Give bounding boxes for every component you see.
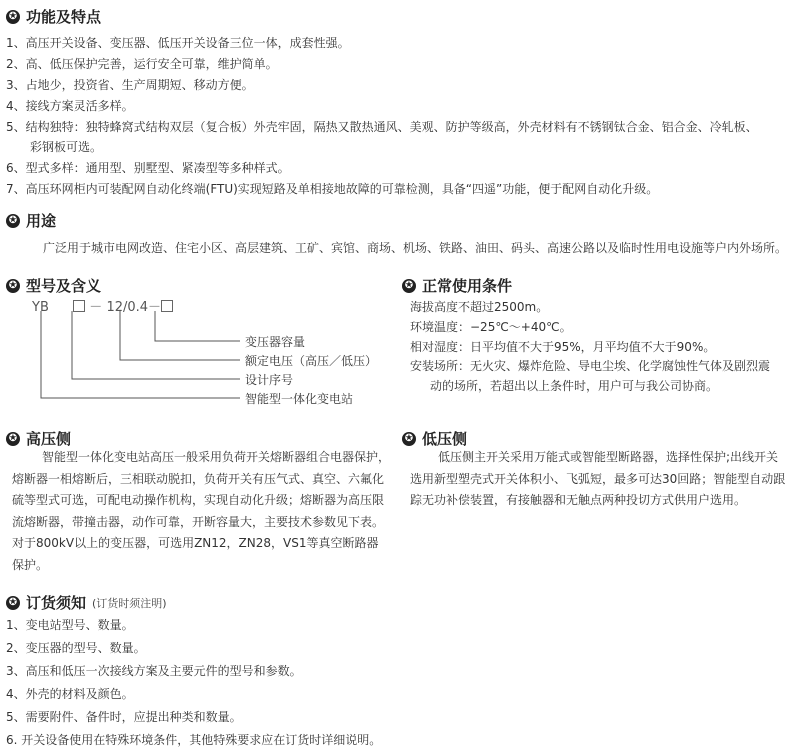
ordering-item-5: 5、需要附件、备件时，应提出种类和数量。 [6,710,242,724]
star-bullet-icon: ✪ [6,596,20,610]
ordering-item-6: 6. 开关设备使用在特殊环境条件，其他特殊要求应在订货时详细说明。 [6,733,382,747]
model-heading-text: 型号及含义 [26,277,102,295]
features-heading-text: 功能及特点 [26,8,102,26]
features-item-3: 3、占地少，投资省、生产周期短、移动方便。 [6,78,254,92]
hv-heading [6,428,71,449]
ordering-item-1: 1、变电站型号、数量。 [6,618,134,632]
usage-text: 广泛用于城市电网改造、住宅小区、高层建筑、工矿、宾馆、商场、机场、铁路、油田、码头、高速公路以及临时性用电设施等户内外场所。 [43,241,788,255]
lv-text: 低压侧主开关采用万能式或智能型断路器，选择性保护;出线开关选用新型塑壳式开关体积小、飞弧短，最多可达30回路；智能型自动跟踪无功补偿装置，有接触器和无触点两种投切方式供用户选用。 [410,450,786,507]
conditions-temperature: 环境温度：−25℃～+40℃。 [410,320,572,334]
legend-design-seq: 设计序号 [245,373,294,387]
star-bullet-icon: ✪ [402,279,416,293]
ordering-heading-text: 订货须知 [26,594,87,612]
ordering-note: (订货时须注明) [92,596,167,610]
conditions-site-cont: 动的场所，若超出以上条件时，用户可与我公司协商。 [430,379,719,393]
features-item-6: 6、型式多样：通用型、别墅型、紧凑型等多种样式。 [6,161,290,175]
ordering-item-3: 3、高压和低压一次接线方案及主要元件的型号和参数。 [6,664,302,678]
legend-product: 智能型一体化变电站 [245,392,354,406]
star-bullet-icon: ✪ [6,279,20,293]
ordering-item-2: 2、变压器的型号、数量。 [6,641,146,655]
legend-voltage: 额定电压（高压／低压） [245,354,378,368]
features-item-2: 2、高、低压保护完善，运行安全可靠，维护简单。 [6,57,278,71]
lv-heading-text: 低压侧 [422,430,468,448]
star-bullet-icon: ✪ [6,432,20,446]
model-code-sep: － [89,300,103,315]
conditions-humidity: 相对湿度：日平均值不大于95%，月平均值不大于90%。 [410,340,716,354]
hv-text: 智能型一体化变电站高压一般采用负荷开关熔断器组合电器保护，熔断器一相熔断后，三相联动脱扣，负荷开关有压气式、真空、六氟化硫等型式可选，可配电动操作机构，实现自动化升级；熔断器为高压限流熔断器，带撞击器，动作可靠，开断容量大，主要技术参数见下表。对于800kV以上的变压器，可选用ZN12，ZN28，VS1等真空断路器保护。 [12,450,391,572]
features-item-4: 4、接线方案灵活多样。 [6,99,134,113]
ordering-item-4: 4、外壳的材料及颜色。 [6,687,134,701]
lv-heading [402,428,467,449]
features-item-7: 7、高压环网柜内可装配网自动化终端(FTU)实现短路及单相接地故障的可靠检测，具备“四遥”功能，便于配网自动化升级。 [6,182,659,196]
features-item-5-cont: 彩钢板可选。 [30,140,103,154]
conditions-heading-text: 正常使用条件 [422,277,513,295]
model-code-prefix: YB [32,300,49,315]
hv-heading-text: 高压侧 [26,430,72,448]
features-item-1: 1、高压开关设备、变压器、低压开关设备三位一体，成套性强。 [6,36,350,50]
star-bullet-icon: ✪ [6,10,20,24]
conditions-heading [402,275,512,296]
star-bullet-icon: ✪ [402,432,416,446]
conditions-altitude: 海拔高度不超过2500m。 [410,300,549,314]
legend-capacity: 变压器容量 [245,335,306,349]
ordering-heading [6,592,167,613]
features-item-5: 5、结构独特：独特蜂窝式结构双层（复合板）外壳牢固，隔热又散热通风、美观、防护等级高，外壳材料有不锈钢钛合金、铝合金、冷轧板、 [6,120,758,134]
usage-heading-text: 用途 [26,212,57,230]
conditions-site: 安装场所：无火灾、爆炸危险、导电尘埃、化学腐蚀性气体及剧烈震 [410,359,771,373]
model-code-mid: 12/0.4－ [106,300,162,315]
star-bullet-icon: ✪ [6,214,20,228]
